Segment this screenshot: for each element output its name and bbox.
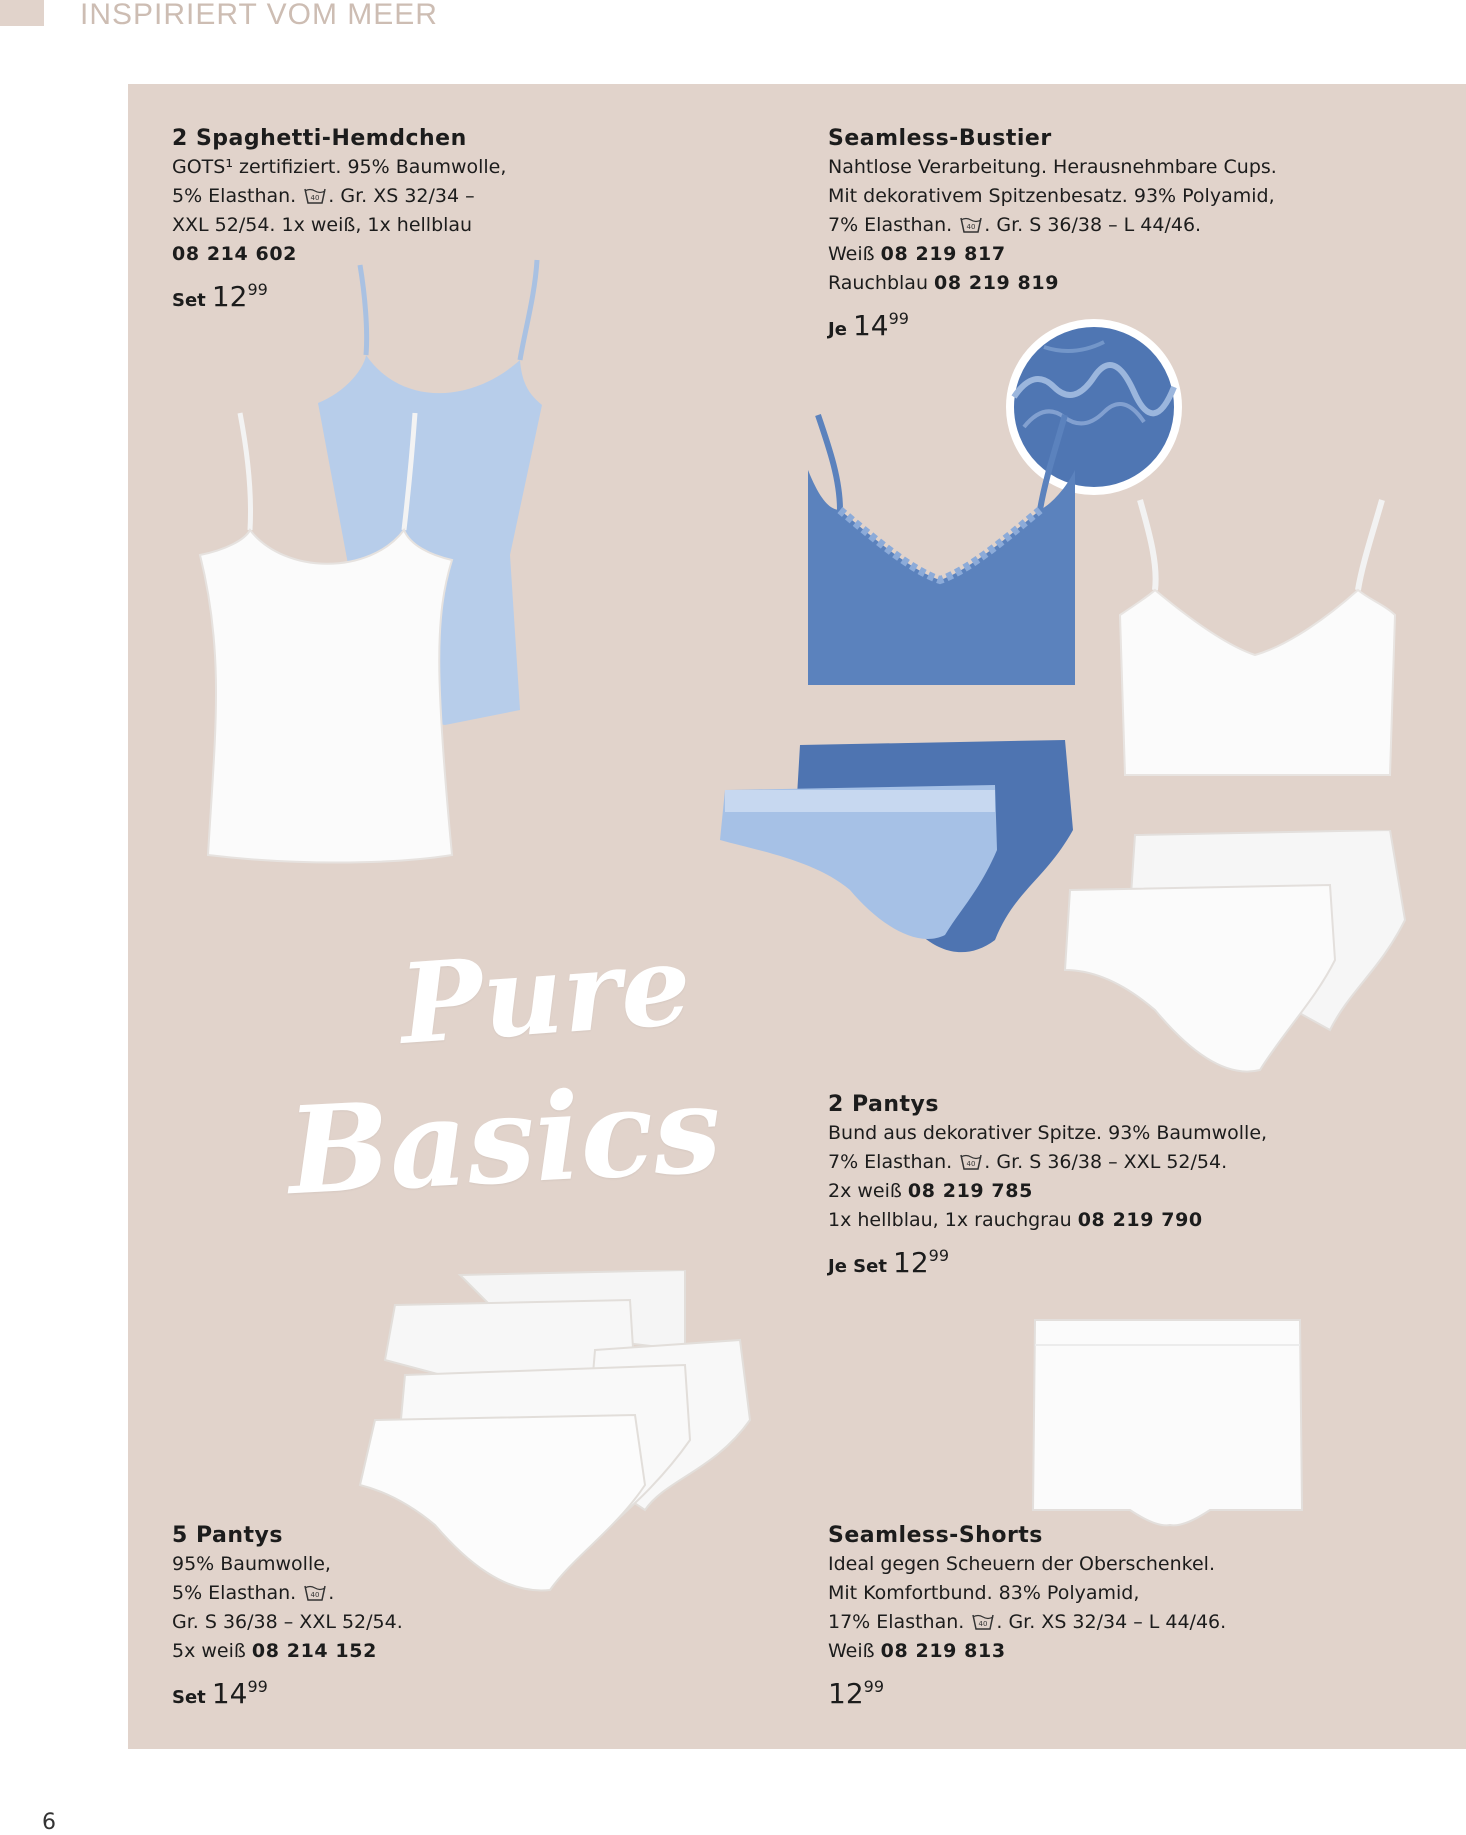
price-cents: 99 xyxy=(247,280,268,299)
wash-40-icon xyxy=(304,1584,326,1602)
product-description: 17% Elasthan. xyxy=(828,1611,965,1633)
variant-label: 5x weiß xyxy=(172,1640,246,1662)
product-name: 2 Spaghetti-Hemdchen xyxy=(172,126,467,151)
article-number: 08 214 152 xyxy=(251,1640,377,1662)
colored-pantys-image xyxy=(715,740,1075,965)
wash-40-icon xyxy=(960,216,982,234)
price xyxy=(828,1241,1267,1281)
product-camisoles xyxy=(172,124,506,315)
product-description: Gr. S 36/38 – XXL 52/54. xyxy=(172,1611,403,1633)
product-description: 5% Elasthan. xyxy=(172,185,297,207)
product-description: . Gr. S 36/38 – XXL 52/54. xyxy=(984,1151,1228,1173)
product-description: Ideal gegen Scheuern der Oberschenkel. xyxy=(828,1553,1215,1575)
article-number: 08 219 817 xyxy=(880,243,1006,265)
price-label: Set xyxy=(172,1687,206,1708)
price-main: 12 xyxy=(211,280,248,313)
price xyxy=(172,275,506,315)
section-marker xyxy=(0,0,44,26)
price-label: Je Set xyxy=(828,1256,887,1277)
article-number: 08 219 790 xyxy=(1077,1209,1203,1231)
five-pantys-image xyxy=(355,1270,755,1595)
price xyxy=(828,1672,1226,1712)
svg-text:40: 40 xyxy=(978,1620,988,1628)
wash-40-icon xyxy=(304,187,326,205)
price-main: 12 xyxy=(893,1246,929,1279)
product-description: . Gr. S 36/38 – L 44/46. xyxy=(984,214,1202,236)
price-cents: 99 xyxy=(888,309,909,328)
light-blue-panty xyxy=(720,785,997,939)
product-name: 2 Pantys xyxy=(828,1092,939,1117)
price-cents: 99 xyxy=(928,1246,949,1265)
variant-label: Weiß xyxy=(828,243,875,265)
price-main: 14 xyxy=(211,1677,248,1710)
wash-40-icon xyxy=(972,1613,994,1631)
price-cents: 99 xyxy=(247,1677,268,1696)
white-bustier-image xyxy=(1110,495,1400,780)
headline-pure: Pure xyxy=(395,920,695,1069)
article-number: 08 214 602 xyxy=(172,243,297,265)
product-description: Mit dekorativem Spitzenbesatz. 93% Polyamid, xyxy=(828,185,1275,207)
white-pantys-image xyxy=(1060,830,1410,1080)
product-description: Nahtlose Verarbeitung. Herausnehmbare Cups. xyxy=(828,156,1277,178)
headline-basics: Basics xyxy=(284,1058,725,1223)
product-bustier xyxy=(828,124,1277,344)
wash-40-icon xyxy=(960,1153,982,1171)
product-description: Bund aus dekorativer Spitze. 93% Baumwolle, xyxy=(828,1122,1268,1144)
svg-text:40: 40 xyxy=(966,1160,976,1168)
variant-label: 1x hellblau, 1x rauchgrau xyxy=(828,1209,1072,1231)
price-cents: 99 xyxy=(863,1677,884,1696)
price-label: Je xyxy=(828,319,847,340)
product-description: 7% Elasthan. xyxy=(828,1151,953,1173)
variant-label: 2x weiß xyxy=(828,1180,902,1202)
article-number: 08 219 785 xyxy=(907,1180,1033,1202)
product-name: Seamless-Shorts xyxy=(828,1523,1043,1548)
variant-label: Weiß xyxy=(828,1640,875,1662)
product-name: 5 Pantys xyxy=(172,1523,283,1548)
product-2-pantys xyxy=(828,1090,1267,1281)
svg-text:40: 40 xyxy=(310,194,320,202)
price-label: Set xyxy=(172,290,206,311)
product-name: Seamless-Bustier xyxy=(828,126,1052,151)
svg-text:40: 40 xyxy=(966,223,976,231)
product-description: 7% Elasthan. xyxy=(828,214,953,236)
svg-text:40: 40 xyxy=(310,1591,320,1599)
price-main: 14 xyxy=(852,309,889,342)
product-description: . xyxy=(328,1582,335,1604)
product-description: XXL 52/54. 1x weiß, 1x hellblau xyxy=(172,214,473,236)
blue-bustier-image xyxy=(800,410,1080,690)
product-description: Mit Komfortbund. 83% Polyamid, xyxy=(828,1582,1140,1604)
product-5-pantys xyxy=(172,1521,403,1712)
product-description: . Gr. XS 32/34 – L 44/46. xyxy=(996,1611,1227,1633)
article-number: 08 219 813 xyxy=(880,1640,1006,1662)
article-number: 08 219 819 xyxy=(934,272,1060,294)
price-main: 12 xyxy=(828,1677,864,1710)
variant-label: Rauchblau xyxy=(828,272,928,294)
page-number: 6 xyxy=(42,1810,56,1835)
product-description: GOTS¹ zertifiziert. 95% Baumwolle, xyxy=(172,156,507,178)
price xyxy=(172,1672,403,1712)
product-description: 5% Elasthan. xyxy=(172,1582,297,1604)
price xyxy=(828,304,1277,344)
section-title: INSPIRIERT VOM MEER xyxy=(80,0,438,31)
camisoles-image xyxy=(190,255,550,870)
seamless-shorts-image xyxy=(1030,1315,1305,1530)
product-seamless-shorts xyxy=(828,1521,1226,1712)
product-description: . Gr. XS 32/34 – xyxy=(328,185,475,207)
product-description: 95% Baumwolle, xyxy=(172,1553,331,1575)
